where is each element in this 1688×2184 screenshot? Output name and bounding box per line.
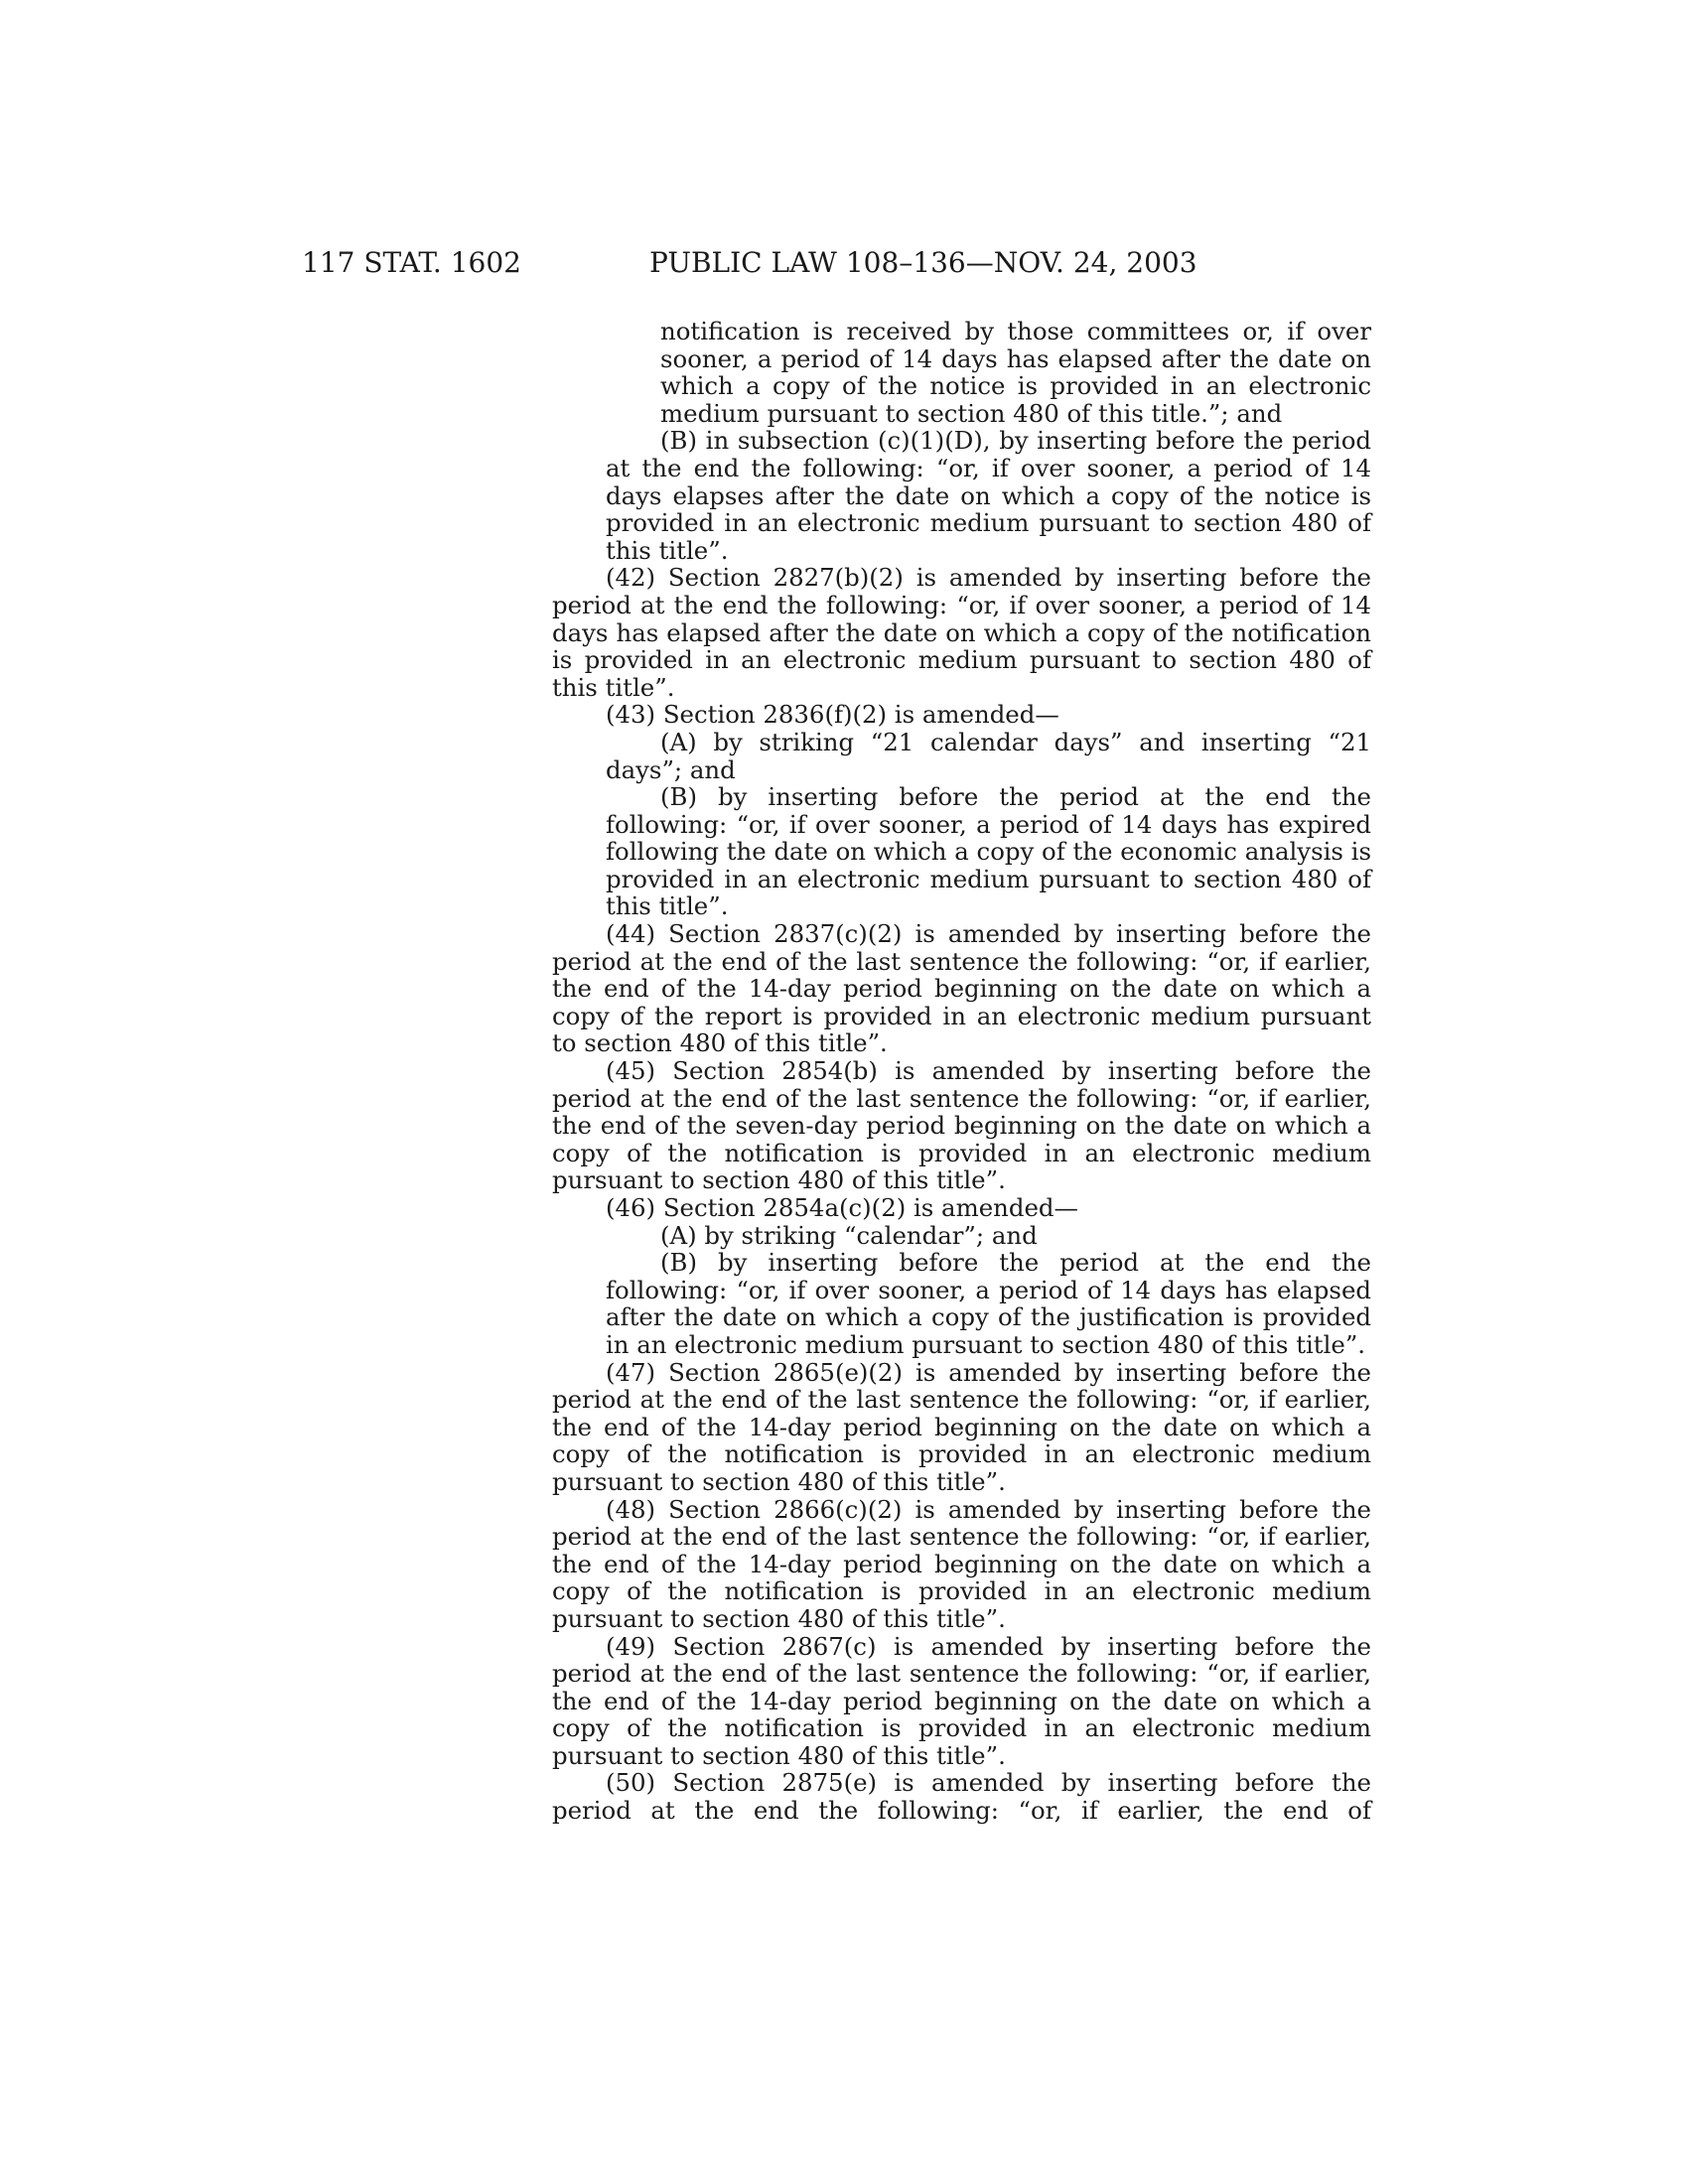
paragraph-continuation: notification is received by those committees or, if over sooner, a period of 14 days has elapsed after the date on which a copy of the notice is provided in an electronic medium pursuant to section 480 of this title.”; and xyxy=(660,317,1371,428)
page-header xyxy=(0,246,1688,286)
paragraph-47: (47) Section 2865(e)(2) is amended by inserting before the period at the end of the last sentence the following: “or, if earlier, the end of the 14-day period beginning on the date on which a copy of the notification is provided in an electronic medium pursuant to section 480 of this title”. xyxy=(552,1357,1371,1496)
paragraph-48: (48) Section 2866(c)(2) is amended by inserting before the period at the end of the last sentence the following: “or, if earlier, the end of the 14-day period beginning on the date on which a copy of the notification is provided in an electronic medium pursuant to section 480 of this title”. xyxy=(552,1494,1371,1633)
paragraph-49: (49) Section 2867(c) is amended by inserting before the period at the end of the last sentence the following: “or, if earlier, the end of the 14-day period beginning on the date on which a copy of the notification is provided in an electronic medium pursuant to section 480 of this title”. xyxy=(552,1631,1371,1770)
statute-page-reference: 117 STAT. 1602 xyxy=(302,246,521,279)
paragraph-43-a: (A) by striking “21 calendar days” and inserting “21 days”; and xyxy=(606,727,1371,784)
paragraph-46-a: (A) by striking “calendar”; and xyxy=(660,1220,1038,1250)
paragraph-41-b: (B) in subsection (c)(1)(D), by inserting before the period at the end the following: “or, if over sooner, a period of 14 days elapses after the date on which a copy of the notice is provided in an electronic medium pursuant to section 480 of this title”. xyxy=(606,426,1371,565)
paragraph-43-b: (B) by inserting before the period at the end the following: “or, if over sooner, a period of 14 days has expired following the date on which a copy of the economic analysis is provided in an electronic medium pursuant to section 480 of this title”. xyxy=(606,782,1371,921)
paragraph-44: (44) Section 2837(c)(2) is amended by inserting before the period at the end of the last sentence the following: “or, if earlier, the end of the 14-day period beginning on the date on which a copy of the report is provided in an electronic medium pursuant to section 480 of this title”. xyxy=(552,919,1371,1058)
paragraph-45: (45) Section 2854(b) is amended by inserting before the period at the end of the last sentence the following: “or, if earlier, the end of the seven-day period beginning on the date on which a copy of the notification is provided in an electronic medium pursuant to section 480 of this title”. xyxy=(552,1056,1371,1195)
paragraph-46: (46) Section 2854a(c)(2) is amended— xyxy=(606,1193,1078,1222)
paragraph-43: (43) Section 2836(f)(2) is amended— xyxy=(606,700,1059,730)
paragraph-46-b: (B) by inserting before the period at the end the following: “or, if over sooner, a period of 14 days has elapsed after the date on which a copy of the justification is provided in an electronic medium pursuant to section 480 of this title”. xyxy=(606,1248,1371,1359)
statute-body xyxy=(552,318,1371,1825)
paragraph-42: (42) Section 2827(b)(2) is amended by inserting before the period at the end the following: “or, if over sooner, a period of 14 days has elapsed after the date on which a copy of the notification is provided in an electronic medium pursuant to section 480 of this title”. xyxy=(552,563,1371,702)
public-law-title: PUBLIC LAW 108–136—NOV. 24, 2003 xyxy=(649,246,1197,279)
paragraph-50: (50) Section 2875(e) is amended by inserting before the period at the end the following: “or, if earlier, the end of xyxy=(552,1768,1371,1826)
